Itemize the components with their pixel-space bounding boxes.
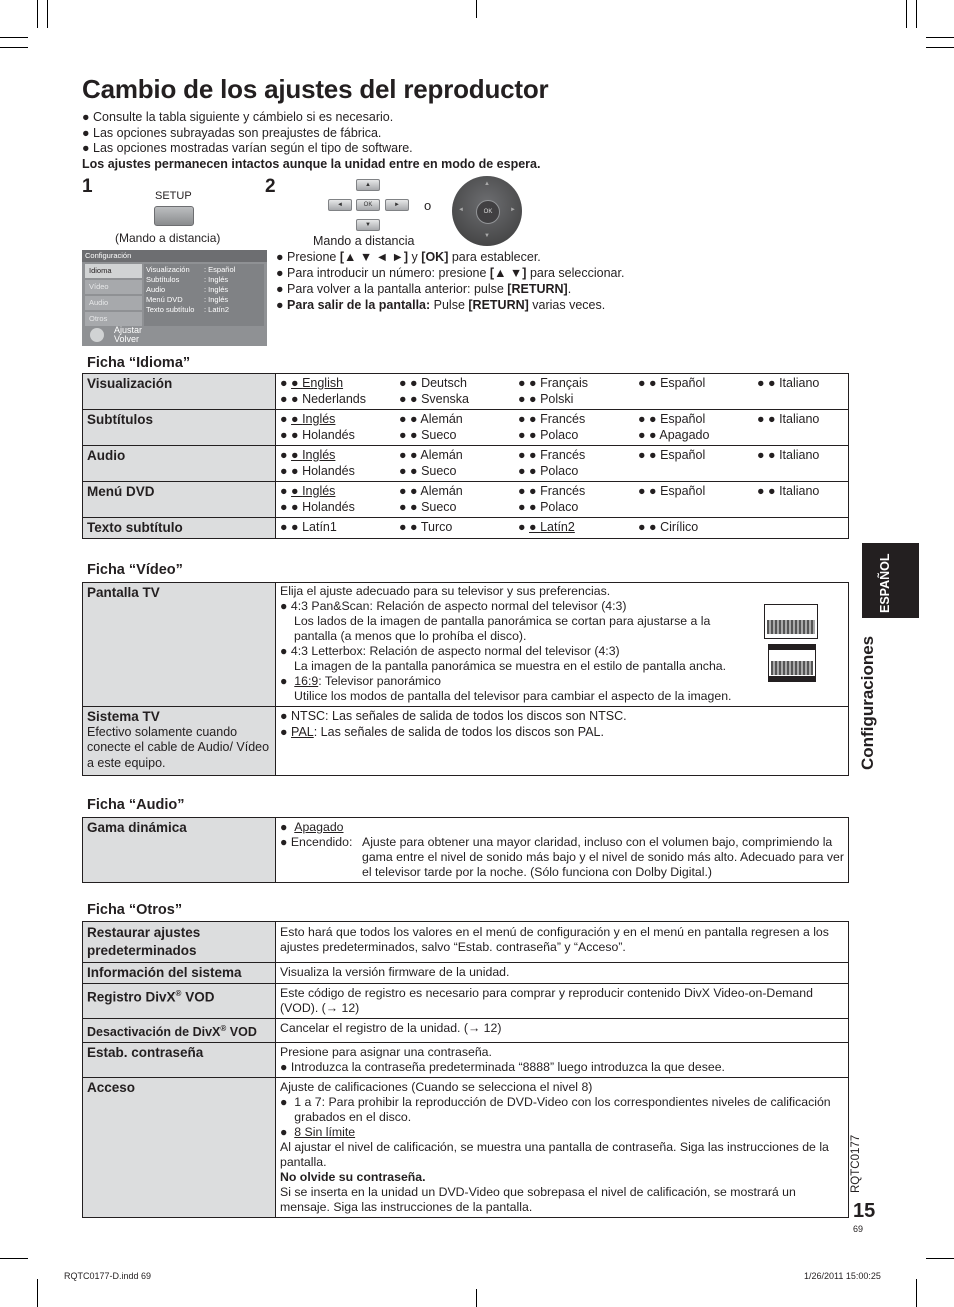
table-row — [83, 707, 849, 776]
language-option: ● ● Francés — [518, 484, 638, 500]
pantalla-intro: Elija el ajuste adecuado para su televisor y sus preferencias. — [280, 584, 611, 598]
idioma-options — [276, 446, 849, 482]
menu-row-value: : Latín2 — [204, 305, 229, 315]
instruction-line: ● Para introducir un número: presione [▲ ▼] para seleccionar. — [276, 265, 624, 281]
table-row — [83, 518, 849, 539]
video-heading: Ficha “Vídeo” — [87, 562, 183, 578]
dial-left-icon: ◄ — [458, 207, 464, 213]
menu-row-label: Audio — [146, 285, 166, 294]
dial-right-icon: ► — [510, 207, 516, 213]
crop-mark — [0, 47, 28, 48]
crop-mark — [926, 37, 954, 38]
idioma-options — [276, 518, 849, 539]
sistema-value — [276, 707, 849, 776]
table-row — [83, 922, 849, 963]
instruction-line: ● Para volver a la pantalla anterior: pulse [RETURN]. — [276, 281, 624, 297]
language-option: ● ● Holandés — [280, 464, 399, 480]
menu-footer-adjust: Ajustar — [114, 325, 143, 335]
table-row — [83, 446, 849, 482]
idioma-options — [276, 374, 849, 410]
idioma-key: Visualización — [83, 374, 276, 410]
crop-mark — [916, 1279, 917, 1307]
crop-mark — [0, 1258, 28, 1259]
remote-dial[interactable] — [452, 176, 522, 246]
gama-off: ● Apagado — [280, 820, 344, 834]
arrow-up-button[interactable]: ▲ — [356, 179, 380, 191]
menu-tab-otros: Otros — [85, 312, 142, 326]
contrasena-value: Presione para asignar una contraseña. ● Introduzca la contraseña predeterminada “8888” luego introduzca la que desee. — [276, 1043, 849, 1078]
ok-button[interactable]: OK — [356, 199, 380, 211]
menu-row-value: : Inglés — [204, 295, 228, 305]
info-value: Visualiza la versión firmware de la unidad. — [276, 963, 849, 984]
audio-heading: Ficha “Audio” — [87, 797, 185, 813]
otros-table — [82, 921, 849, 1218]
language-option: ● ● Polaco — [518, 428, 638, 444]
idioma-options — [276, 410, 849, 446]
language-option: ● ● Sueco — [399, 464, 518, 480]
menu-footer — [90, 326, 142, 344]
language-option: ● ● Nederlands — [280, 392, 399, 408]
menu-tab-audio: Audio — [85, 296, 142, 310]
language-side-tab: ESPAÑOL — [862, 543, 919, 618]
acceso-value: Ajuste de calificaciones (Cuando se selecciona el nivel 8) ● 1 a 7: Para prohibir la reproducción de DVD-Video con los correspondientes niveles de calificación grabados en el disco. ● 8 Sin límite Al ajustar el nivel de calificación, se muestra una pantalla de contraseña. Siga las instrucciones de la pantalla. No olvide su contraseña. Si se inserta en la unidad un DVD-Video que sobrepasa el nivel de calificación, se mostrará un mensaje. Siga las instrucciones de la pantalla. — [276, 1078, 849, 1218]
crop-mark — [926, 47, 954, 48]
menu-tab-idioma: Idioma — [85, 264, 142, 278]
crop-mark — [0, 37, 28, 38]
intro-bullet: ● Las opciones subrayadas son preajustes de fábrica. — [82, 126, 540, 142]
language-option: ● ● Alemán — [399, 448, 518, 464]
idioma-key: Audio — [83, 446, 276, 482]
letterbox-tv-image — [768, 644, 816, 682]
language-option: ● ● Polaco — [518, 500, 638, 516]
language-option: ● ● Turco — [399, 520, 518, 536]
language-option: ● ● Latín1 — [280, 520, 399, 536]
page-number-small: 69 — [853, 1224, 864, 1234]
table-row — [83, 482, 849, 518]
menu-tab-video: Vídeo — [85, 280, 142, 294]
crop-mark — [906, 0, 907, 28]
table-row — [83, 1078, 849, 1218]
language-option: ● ● Italiano — [757, 448, 837, 464]
intro-bullet: ● Consulte la tabla siguiente y cámbielo si es necesario. — [82, 110, 540, 126]
letterbox-desc: La imagen de la pantalla panorámica se muestra en el estilo de pantalla ancha. — [294, 659, 727, 673]
dial-up-icon: ▲ — [484, 181, 490, 187]
instruction-line: ● Para salir de la pantalla: Pulse [RETURN] varias veces. — [276, 297, 624, 313]
idioma-table — [82, 373, 849, 539]
instructions — [276, 249, 624, 313]
language-option: ● ● Español — [638, 376, 757, 392]
step-2-number: 2 — [265, 176, 276, 197]
menu-row-label: Visualización — [146, 265, 190, 274]
contrasena-key: Estab. contraseña — [83, 1043, 276, 1078]
language-option: ● ● Sueco — [399, 500, 518, 516]
table-row — [83, 983, 849, 1018]
registro-value: Este código de registro es necesario para comprar y reproducir contenido DivX Video-on-Demand (VOD). (→ 12) — [276, 983, 849, 1018]
setup-label: SETUP — [155, 190, 192, 202]
step-2-caption: Mando a distancia — [313, 234, 415, 248]
language-option: ● ● Polaco — [518, 464, 638, 480]
table-row — [83, 963, 849, 984]
pan-scan-desc: Los lados de la imagen de pantalla panorámica se cortan para ajustarse a la pantalla (a menos que lo prohíba el disco). — [294, 614, 711, 643]
info-key: Información del sistema — [83, 963, 276, 984]
crop-mark — [47, 0, 48, 28]
language-option: ● ● Francés — [518, 448, 638, 464]
language-option: ● ● Alemán — [399, 484, 518, 500]
language-option: ● ● Holandés — [280, 428, 399, 444]
pan-scan-title: ● 4:3 Pan&Scan: Relación de aspecto normal del televisor (4:3) — [280, 599, 844, 614]
setup-menu-screenshot — [82, 250, 267, 346]
video-table — [82, 582, 849, 776]
or-text: o — [424, 198, 432, 213]
arrow-down-button[interactable]: ▼ — [356, 219, 380, 231]
language-option: ● ● Inglés — [280, 412, 399, 428]
footer-file: RQTC0177-D.indd 69 — [64, 1271, 152, 1281]
setup-button[interactable] — [154, 206, 194, 226]
menu-row-label: Texto subtítulo — [146, 305, 195, 314]
gama-on: ● Encendido: Ajuste para obtener una mayor claridad, incluso con el volumen bajo, comprimiendo la gama entre el nivel de sonido más bajo y el nivel de sonido más alto. Adecuado para ver el televisor tarde por la noche. (Sólo funciona con Dolby Digital.) — [280, 835, 844, 879]
intro — [82, 110, 540, 172]
table-row — [83, 1043, 849, 1078]
language-option: ● ● Latín2 — [518, 520, 638, 536]
crop-mark — [476, 0, 477, 18]
language-option: ● ● Français — [518, 376, 638, 392]
gama-value — [276, 818, 849, 883]
section-side-label: Configuraciones — [858, 635, 877, 770]
pan-scan-tv-image — [764, 604, 818, 639]
table-row — [83, 1018, 849, 1043]
idioma-key: Texto subtítulo — [83, 518, 276, 539]
crop-mark — [37, 0, 38, 28]
menu-row-value: : Inglés — [204, 285, 228, 295]
idioma-key: Subtítulos — [83, 410, 276, 446]
language-option: ● ● Italiano — [757, 412, 837, 428]
menu-header: Configuración — [82, 250, 267, 262]
language-option: ● ● Italiano — [757, 484, 837, 500]
wide-desc: Utilice los modos de pantalla del televisor para cambiar el aspecto de la imagen. — [294, 689, 732, 703]
language-option: ● ● Inglés — [280, 448, 399, 464]
restaurar-key: Restaurar ajustes predeterminados — [83, 922, 276, 963]
audio-table — [82, 817, 849, 883]
step-1-number: 1 — [82, 176, 93, 197]
crop-mark — [37, 1279, 38, 1307]
menu-panel — [144, 264, 264, 326]
page-number: 15 — [853, 1200, 876, 1222]
desactivacion-value: Cancelar el registro de la unidad. (→ 12) — [276, 1018, 849, 1043]
language-option: ● ● Italiano — [757, 376, 837, 392]
table-row — [83, 583, 849, 707]
table-row — [83, 818, 849, 883]
menu-row-label: Subtítulos — [146, 275, 180, 284]
step-1-caption: (Mando a distancia) — [115, 231, 221, 245]
dial-ok-button[interactable]: OK — [476, 200, 500, 224]
language-option: ● ● Apagado — [638, 428, 757, 444]
language-option: ● ● Deutsch — [399, 376, 518, 392]
language-option: ● ● Alemán — [399, 412, 518, 428]
dial-down-icon: ▼ — [484, 233, 490, 239]
language-option: ● ● Español — [638, 412, 757, 428]
sistema-sub: Efectivo solamente cuando conecte el cable de Audio/ Vídeo a este equipo. — [87, 724, 270, 770]
language-option: ● ● Svenska — [399, 392, 518, 408]
dial-icon — [90, 328, 104, 342]
language-option: ● ● Cirílico — [638, 520, 757, 536]
intro-bullet: ● Las opciones mostradas varían según el tipo de software. — [82, 141, 540, 157]
letterbox-title: ● 4:3 Letterbox: Relación de aspecto normal del televisor (4:3) — [280, 644, 844, 659]
language-option: ● ● Sueco — [399, 428, 518, 444]
sistema-key: Sistema TV Efectivo solamente cuando conecte el cable de Audio/ Vídeo a este equipo. — [83, 707, 276, 776]
idioma-key: Menú DVD — [83, 482, 276, 518]
menu-footer-back: Volver — [114, 334, 140, 344]
page-title: Cambio de los ajustes del reproductor — [82, 74, 549, 104]
language-option: ● ● Español — [638, 448, 757, 464]
footer-date: 1/26/2011 15:00:25 — [804, 1271, 881, 1281]
intro-note: Los ajustes permanecen intactos aunque la unidad entre en modo de espera. — [82, 156, 541, 171]
model-code: RQTC0177 — [850, 1134, 862, 1193]
arrow-right-button[interactable]: ► — [385, 199, 409, 211]
menu-row-value: : Inglés — [204, 275, 228, 285]
restaurar-value: Esto hará que todos los valores en el menú de configuración y en el menú en pantalla regresen a los ajustes predeterminados, salvo “Estab. contraseña” y “Acceso”. — [276, 922, 849, 963]
crop-mark — [916, 0, 917, 28]
pantalla-key: Pantalla TV — [83, 583, 276, 707]
table-row — [83, 410, 849, 446]
instruction-line: ● Presione [▲ ▼ ◄ ►] y [OK] para establecer. — [276, 249, 624, 265]
gama-key: Gama dinámica — [83, 818, 276, 883]
registro-key: Registro DivX® VOD — [83, 983, 276, 1018]
idioma-heading: Ficha “Idioma” — [87, 355, 191, 371]
language-option: ● ● Francés — [518, 412, 638, 428]
language-option: ● ● English — [280, 376, 399, 392]
language-option: ● ● Inglés — [280, 484, 399, 500]
acceso-key: Acceso — [83, 1078, 276, 1218]
language-option: ● ● Polski — [518, 392, 638, 408]
menu-row-value: : Español — [204, 265, 235, 275]
language-option: ● ● Holandés — [280, 500, 399, 516]
pantalla-value — [276, 583, 849, 707]
table-row — [83, 374, 849, 410]
crop-mark — [476, 1289, 477, 1307]
language-option: ● ● Español — [638, 484, 757, 500]
menu-row-label: Menú DVD — [146, 295, 183, 304]
crop-mark — [926, 1258, 954, 1259]
otros-heading: Ficha “Otros” — [87, 902, 183, 918]
arrow-left-button[interactable]: ◄ — [328, 199, 352, 211]
pal-line: ● PAL: Las señales de salida de todos los discos son PAL. — [280, 724, 604, 739]
desactivacion-key: Desactivación de DivX® VOD — [83, 1018, 276, 1043]
wide-title: ● 16:9: Televisor panorámico — [280, 674, 442, 688]
idioma-options — [276, 482, 849, 518]
ntsc-line: ● NTSC: Las señales de salida de todos los discos son NTSC. — [280, 709, 627, 723]
